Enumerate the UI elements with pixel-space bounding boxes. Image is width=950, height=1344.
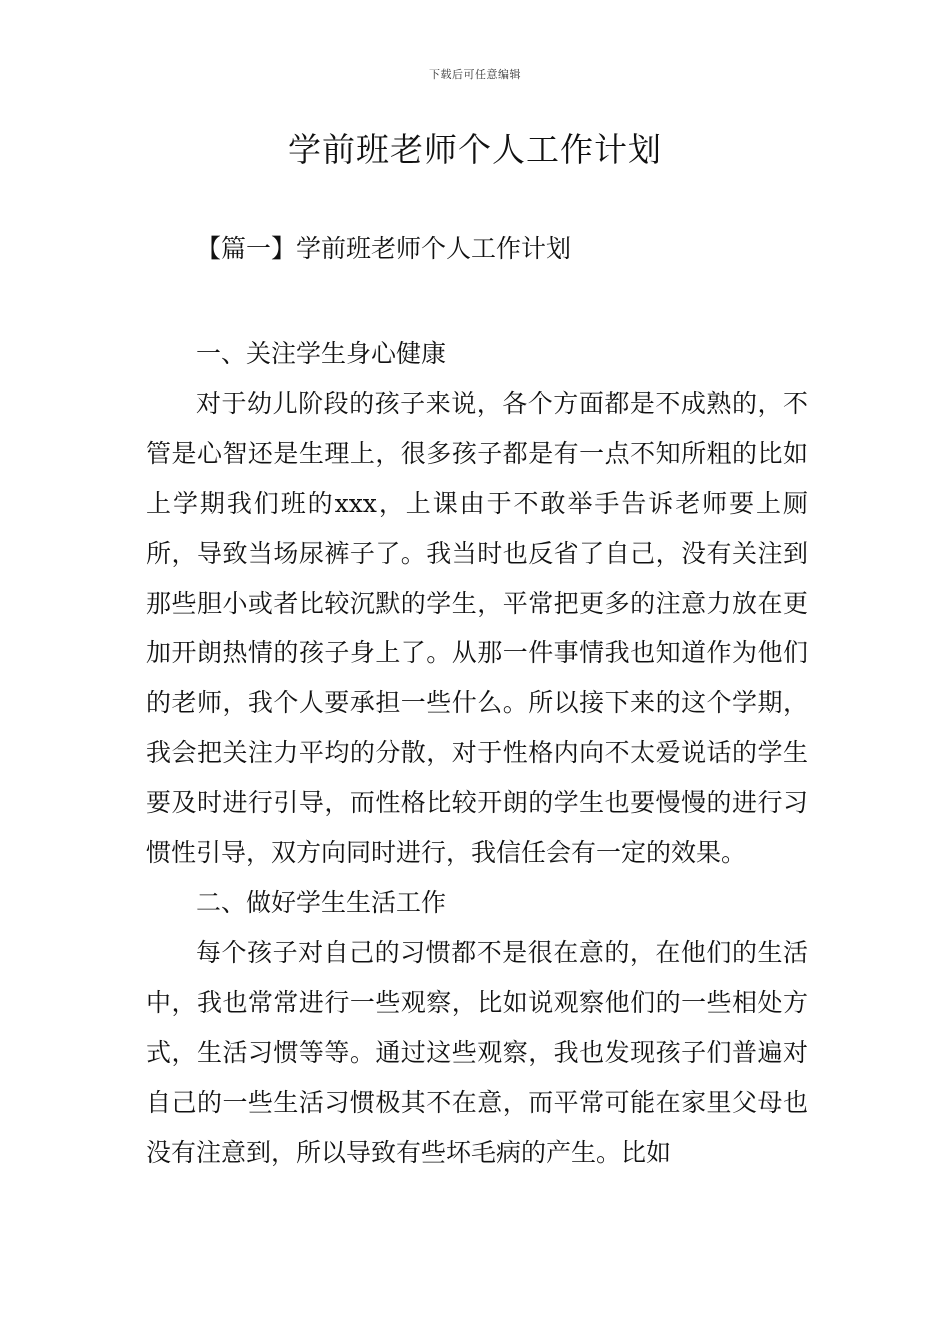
section-heading-1: 一、关注学生身心健康 — [196, 339, 447, 368]
section-heading-2: 二、做好学生生活工作 — [196, 887, 447, 917]
section-paragraph-1: 对于幼儿阶段的孩子来说，各个方面都是不成熟的，不管是心智还是生理上，很多孩子都是有一点不知所粗的比如上学期我们班的xxx，上课由于不敢举手告诉老师要上厕所，导致当场尿裤子了。我当时也反省了自己，没有关注到那些胆小或者比较沉默的学生，平常把更多的注意力放在更加开朗热情的孩子身上了。从那一件事情我也知道作为他们的老师，我个人要承担一些什么。所以接下来的这个学期，我会把关注力平均的分散，对于性格内向不太爱说话的学生要及时进行引导，而性格比较开朗的学生也要慢慢的进行习惯性引导，双方向同时进行，我信任会有一定的效果。 — [146, 388, 808, 868]
section-paragraph-2: 每个孩子对自己的习惯都不是很在意的，在他们的生活中，我也常常进行一些观察，比如说观察他们的一些相处方式，生活习惯等等。通过这些观察，我也发现孩子们普遍对自己的一些生活习惯极其不在意，而平常可能在家里父母也没有注意到，所以导致有些坏毛病的产生。比如 — [146, 937, 808, 1167]
document-title: 学前班老师个人工作计划 — [288, 130, 662, 169]
document-body — [146, 329, 808, 1177]
section-subtitle: 【篇一】学前班老师个人工作计划 — [196, 234, 572, 263]
header-note: 下载后可任意编辑 — [429, 68, 521, 81]
